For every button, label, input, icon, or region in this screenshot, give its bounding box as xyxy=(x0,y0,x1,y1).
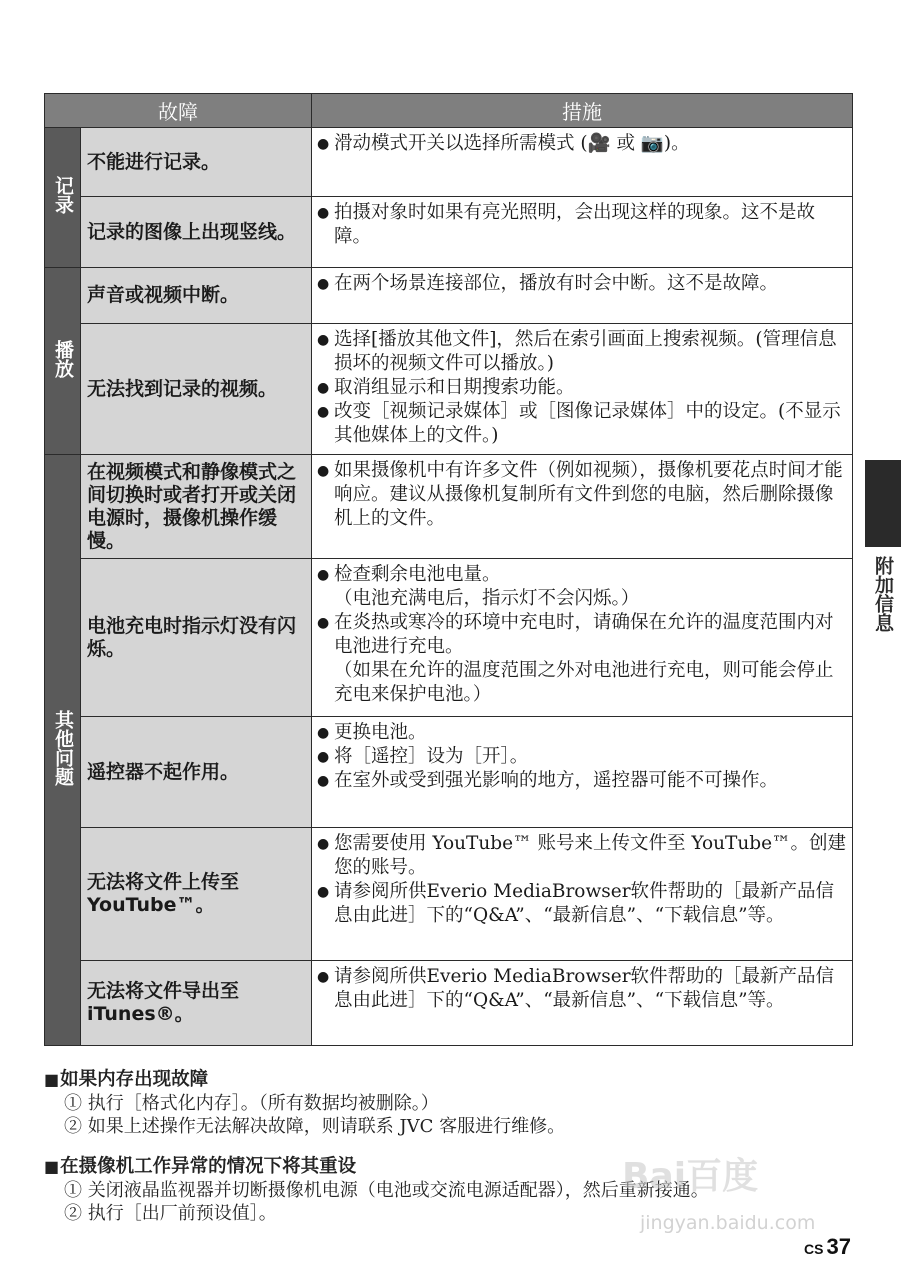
problem-cell: 电池充电时指示灯没有闪烁。 xyxy=(81,559,312,717)
measure-cell xyxy=(312,324,853,455)
section-tab-marker xyxy=(865,460,901,547)
category-playback: 播放 xyxy=(45,268,81,455)
note-memory-failure xyxy=(44,1068,565,1138)
note-step: ② 如果上述操作无法解决故障，则请联系 JVC 客服进行维修。 xyxy=(64,1116,566,1137)
page-number xyxy=(804,1234,851,1260)
table-row xyxy=(45,268,853,324)
section-tab-label: 附加信息 xyxy=(872,556,894,632)
table-row xyxy=(45,828,853,961)
problem-cell: 无法找到记录的视频。 xyxy=(81,324,312,455)
measure-cell xyxy=(312,128,853,197)
measure-item: ● 改变［视频记录媒体］或［图像记录媒体］中的设定。(不显示其他媒体上的文件。) xyxy=(316,400,848,448)
note-title: 在摄像机工作异常的情况下将其重设 xyxy=(60,1156,357,1177)
measure-item: ● 取消组显示和日期搜索功能。 xyxy=(316,376,848,400)
square-bullet-icon: ■ xyxy=(44,1070,60,1089)
problem-cell: 在视频模式和静像模式之间切换时或者打开或关闭电源时，摄像机操作缓慢。 xyxy=(81,455,312,559)
table-row xyxy=(45,197,853,268)
measure-cell xyxy=(312,717,853,828)
table-row xyxy=(45,717,853,828)
measure-item: ● 您需要使用 YouTube™ 账号来上传文件至 YouTube™。创建您的账号。 xyxy=(316,832,848,880)
measure-item: ● 检查剩余电池电量。 xyxy=(316,563,848,587)
note-title: 如果内存出现故障 xyxy=(60,1069,209,1090)
table-header-row xyxy=(45,94,853,128)
square-bullet-icon: ■ xyxy=(44,1157,60,1176)
measure-item: ● 如果摄像机中有许多文件（例如视频），摄像机要花点时间才能响应。建议从摄像机复制所有文件到您的电脑，然后删除摄像机上的文件。 xyxy=(316,459,848,531)
measure-item: ● 将［遥控］设为［开］。 xyxy=(316,745,848,769)
measure-item: ● 在室外或受到强光影响的地方，遥控器可能不可操作。 xyxy=(316,769,848,793)
note-reset xyxy=(44,1155,709,1225)
measure-cell xyxy=(312,828,853,961)
note-step: ① 关闭液晶监视器并切断摄像机电源（电池或交流电源适配器），然后重新接通。 xyxy=(64,1180,709,1201)
note-step: ② 执行［出厂前预设值］。 xyxy=(64,1203,277,1224)
measure-item: ● 请参阅所供Everio MediaBrowser软件帮助的［最新产品信息由此进］下的“Q&A”、“最新信息”、“下载信息”等。 xyxy=(316,965,848,1013)
measure-item: ● 请参阅所供Everio MediaBrowser软件帮助的［最新产品信息由此进］下的“Q&A”、“最新信息”、“下载信息”等。 xyxy=(316,880,848,928)
troubleshooting-table xyxy=(44,93,853,1046)
table-row xyxy=(45,961,853,1046)
note-step: ① 执行［格式化内存］。（所有数据均被删除。） xyxy=(64,1093,439,1114)
measure-item: ● 滑动模式开关以选择所需模式 (🎥 或 📷)。 xyxy=(316,132,848,156)
measure-cell xyxy=(312,268,853,324)
table-row xyxy=(45,455,853,559)
table-row xyxy=(45,324,853,455)
problem-cell: 不能进行记录。 xyxy=(81,128,312,197)
problem-cell: 记录的图像上出现竖线。 xyxy=(81,197,312,268)
measure-cell xyxy=(312,559,853,717)
measure-item: ● 在两个场景连接部位，播放有时会中断。这不是故障。 xyxy=(316,272,848,296)
measure-item: ● 在炎热或寒冷的环境中充电时，请确保在允许的温度范围内对电池进行充电。 xyxy=(316,611,848,659)
problem-cell: 无法将文件导出至iTunes®。 xyxy=(81,961,312,1046)
measure-cell xyxy=(312,197,853,268)
watermark-url: jingyan.baidu.com xyxy=(640,1212,816,1234)
category-other: 其他问题 xyxy=(45,455,81,1046)
measure-item: ● 拍摄对象时如果有亮光照明，会出现这样的现象。这不是故障。 xyxy=(316,201,848,249)
measure-cell xyxy=(312,455,853,559)
page-number-value: 37 xyxy=(826,1234,851,1259)
header-measure: 措施 xyxy=(312,94,853,128)
problem-cell: 遥控器不起作用。 xyxy=(81,717,312,828)
header-problem: 故障 xyxy=(45,94,312,128)
problem-cell: 声音或视频中断。 xyxy=(81,268,312,324)
measure-item: ● 更换电池。 xyxy=(316,721,848,745)
category-recording: 记录 xyxy=(45,128,81,268)
table-row xyxy=(45,128,853,197)
measure-note: （如果在允许的温度范围之外对电池进行充电，则可能会停止充电来保护电池。） xyxy=(334,660,834,705)
problem-cell: 无法将文件上传至YouTube™。 xyxy=(81,828,312,961)
table-row xyxy=(45,559,853,717)
measure-cell xyxy=(312,961,853,1046)
watermark-brand: Bai百度 xyxy=(622,1156,759,1197)
measure-item: ● 选择[播放其他文件]，然后在索引画面上搜索视频。(管理信息损坏的视频文件可以播放。) xyxy=(316,328,848,376)
page-lang-code: CS xyxy=(804,1241,824,1257)
measure-note: （电池充满电后，指示灯不会闪烁。） xyxy=(334,588,640,609)
